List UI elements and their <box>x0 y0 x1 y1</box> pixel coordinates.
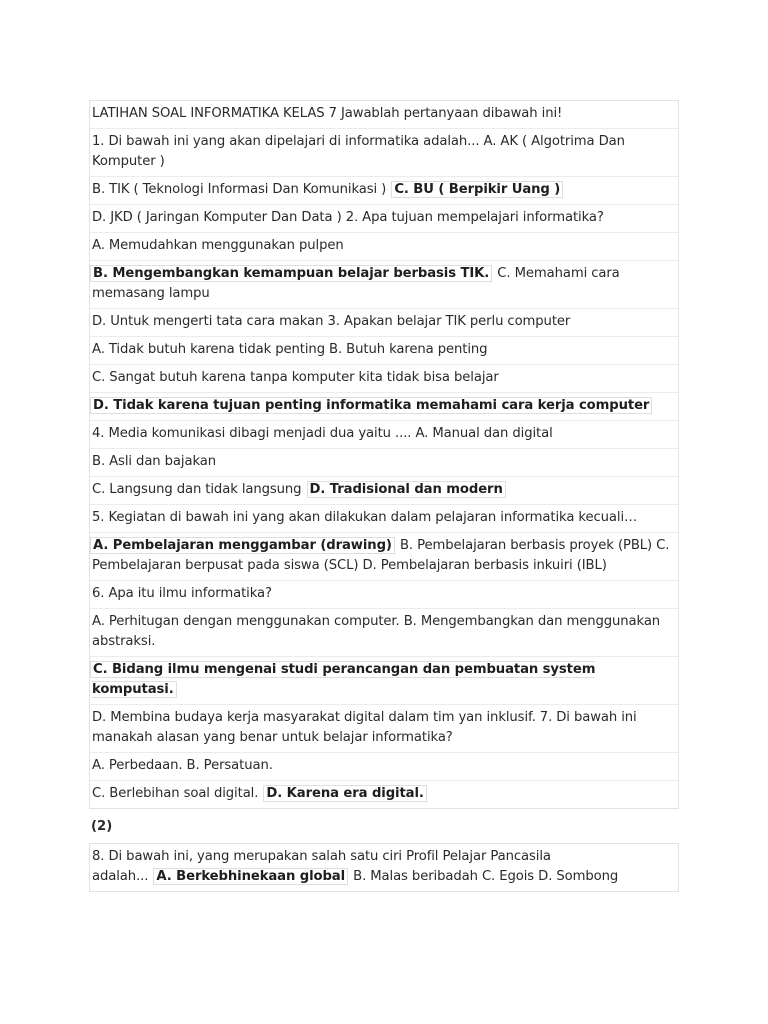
line-text: D. Membina budaya kerja masyarakat digital dalam tim yan inklusif. 7. Di bawah ini manakah alasan yang benar untuk belajar informatika? <box>92 710 637 745</box>
question-block-1 <box>89 100 679 809</box>
question-block-2 <box>89 843 679 892</box>
text-line <box>90 449 678 477</box>
line-text: 6. Apa itu ilmu informatika? <box>92 586 272 601</box>
document-page <box>89 100 679 892</box>
text-line <box>90 393 678 421</box>
text-line <box>90 337 678 365</box>
line-text: D. JKD ( Jaringan Komputer Dan Data ) 2. Apa tujuan mempelajari informatika? <box>92 210 604 225</box>
line-text: B. Malas beribadah C. Egois D. Sombong <box>349 869 619 884</box>
line-text: C. Langsung dan tidak langsung <box>92 482 306 497</box>
line-text: 8. Di bawah ini, yang merupakan salah satu ciri Profil Pelajar Pancasila <box>92 849 551 864</box>
line-text: C. Memahami cara memasang lampu <box>92 266 620 301</box>
text-line <box>90 261 678 309</box>
text-line <box>90 101 678 129</box>
line-text: B. Asli dan bajakan <box>92 454 216 469</box>
line-text: C. Berlebihan soal digital. <box>92 786 263 801</box>
text-line <box>90 477 678 505</box>
line-text: A. Memudahkan menggunakan pulpen <box>92 238 344 253</box>
text-line <box>90 309 678 337</box>
text-line <box>90 844 678 891</box>
line-text: 4. Media komunikasi dibagi menjadi dua yaitu .... A. Manual dan digital <box>92 426 553 441</box>
line-text: D. Untuk mengerti tata cara makan 3. Apakan belajar TIK perlu computer <box>92 314 571 329</box>
text-line <box>90 365 678 393</box>
line-text: A. Perhitugan dengan menggunakan computer. B. Mengembangkan dan menggunakan abstraksi. <box>92 614 661 649</box>
text-line <box>90 129 678 177</box>
answer-highlight: A. Pembelajaran menggambar (drawing) <box>90 537 395 554</box>
line-text: LATIHAN SOAL INFORMATIKA KELAS 7 Jawablah pertanyaan dibawah ini! <box>92 106 563 121</box>
line-text: B. Pembelajaran berbasis proyek (PBL) C. Pembelajaran berpusat pada siswa (SCL) D. Pembelajaran berbasis inkuiri (IBL) <box>92 538 670 573</box>
answer-highlight: A. Berkebhinekaan global <box>153 868 348 885</box>
answer-highlight: D. Karena era digital. <box>263 785 426 802</box>
answer-highlight: C. Bidang ilmu mengenai studi perancangan dan pembuatan system komputasi. <box>92 662 596 697</box>
text-line <box>90 705 678 753</box>
line-text: C. Sangat butuh karena tanpa komputer kita tidak bisa belajar <box>92 370 499 385</box>
line-text: A. Perbedaan. B. Persatuan. <box>92 758 273 773</box>
answer-highlight: D. Tidak karena tujuan penting informatika memahami cara kerja computer <box>90 397 652 414</box>
text-line <box>90 533 678 581</box>
line-text: adalah... <box>92 869 153 884</box>
line-text: B. TIK ( Teknologi Informasi Dan Komunikasi ) <box>92 182 391 197</box>
text-line <box>90 609 678 657</box>
text-line <box>90 753 678 781</box>
answer-highlight: B. Mengembangkan kemampuan belajar berbasis TIK. <box>90 265 492 282</box>
text-line <box>90 581 678 609</box>
page-marker: (2) <box>91 819 113 834</box>
text-line <box>90 657 678 705</box>
text-line <box>90 505 678 533</box>
line-text: 1. Di bawah ini yang akan dipelajari di informatika adalah... A. AK ( Algotrima Dan Komputer ) <box>92 134 625 169</box>
text-line <box>90 205 678 233</box>
text-line <box>90 177 678 205</box>
line-text: 5. Kegiatan di bawah ini yang akan dilakukan dalam pelajaran informatika kecuali… <box>92 510 638 525</box>
line-text: A. Tidak butuh karena tidak penting B. Butuh karena penting <box>92 342 488 357</box>
text-line <box>90 421 678 449</box>
text-line <box>90 233 678 261</box>
text-line <box>90 781 678 808</box>
answer-highlight: D. Tradisional dan modern <box>307 481 506 498</box>
answer-highlight: C. BU ( Berpikir Uang ) <box>391 181 563 198</box>
